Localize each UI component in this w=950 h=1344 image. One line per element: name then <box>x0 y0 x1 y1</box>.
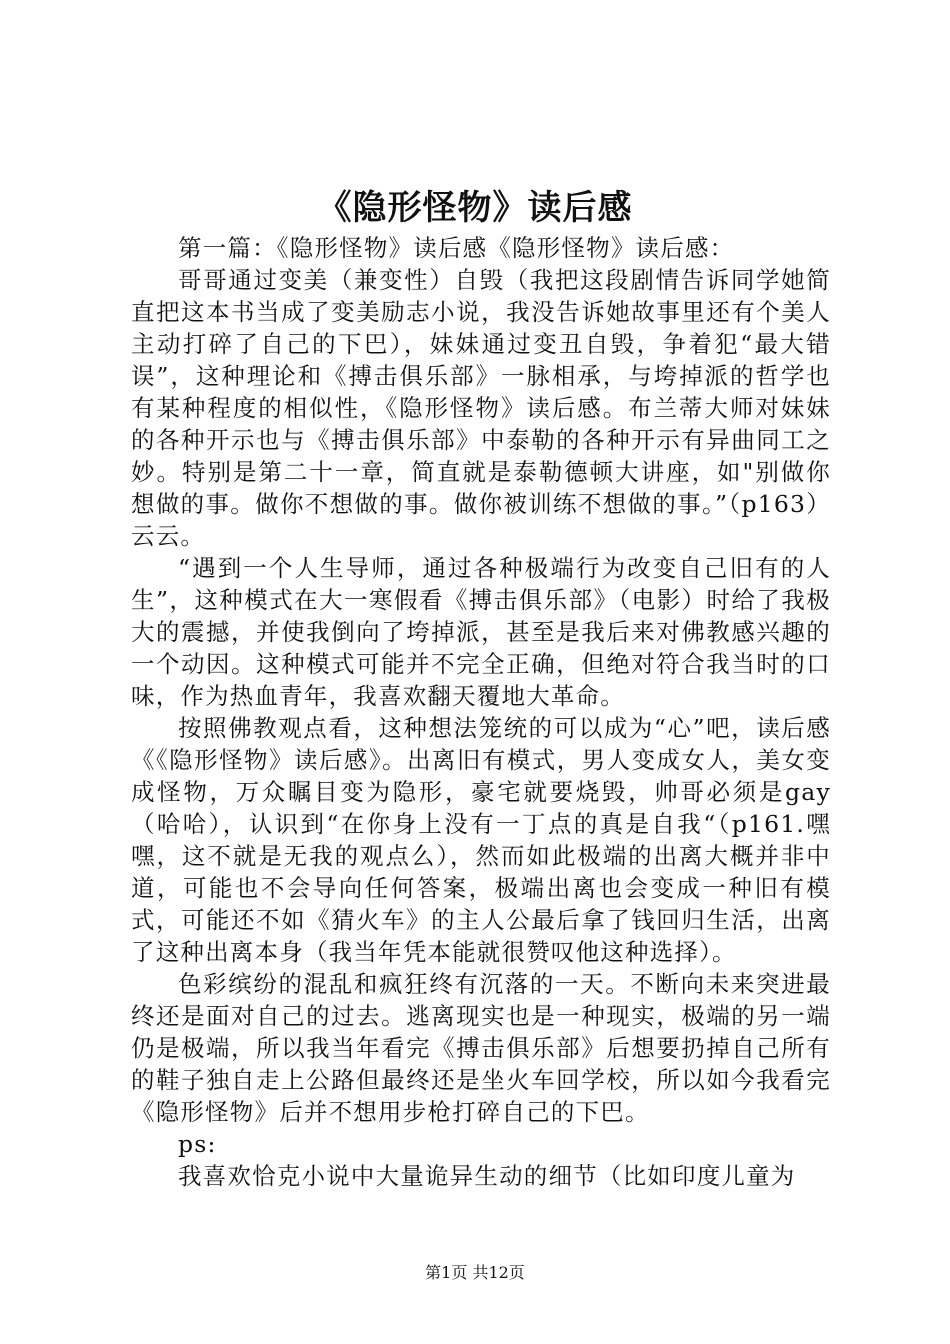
paragraph-3: 按照佛教观点看，这种想法笼统的可以成为“心”吧，读后感《《隐形怪物》读后感》。出离旧有模式，男人变成女人，美女变成怪物，万众瞩目变为隐形，豪宅就要烧毁，帅哥必须是gay（哈哈），认识到“在你身上没有一丁点的真是自我“（p161.嘿嘿，这不就是无我的观点么），然而如此极端的出离大概并非中道，可能也不会导向任何答案，极端出离也会变成一种旧有模式，可能还不如《猜火车》的主人公最后拿了钱回归生活，出离了这种出离本身（我当年凭本能就很赞叹他这种选择）。 <box>131 714 831 966</box>
paragraph-4: 色彩缤纷的混乱和疯狂终有沉落的一天。不断向未来突进最终还是面对自己的过去。逃离现实也是一种现实，极端的另一端仍是极端，所以我当年看完《搏击俱乐部》后想要扔掉自己所有的鞋子独自走上公路但最终还是坐火车回学校，所以如今我看完《隐形怪物》后并不想用步枪打碎自己的下巴。 <box>131 970 831 1126</box>
document-body <box>131 232 831 1192</box>
page-number-footer: 第1页 共12页 <box>425 1263 525 1282</box>
paragraph-2: “遇到一个人生导师，通过各种极端行为改变自己旧有的人生”，这种模式在大一寒假看《搏击俱乐部》（电影）时给了我极大的震撼，并使我倒向了垮掉派，甚至是我后来对佛教感兴趣的一个动因。这种模式可能并不完全正确，但绝对符合我当时的口味，作为热血青年，我喜欢翻天覆地大革命。 <box>131 554 831 710</box>
paragraph-1: 哥哥通过变美（兼变性）自毁（我把这段剧情告诉同学她简直把这本书当成了变美励志小说，我没告诉她故事里还有个美人主动打碎了自己的下巴），妹妹通过变丑自毁，争着犯“最大错误”，这种理论和《搏击俱乐部》一脉相承，与垮掉派的哲学也有某种程度的相似性，《隐形怪物》读后感。布兰蒂大师对妹妹的各种开示也与《搏击俱乐部》中泰勒的各种开示有异曲同工之妙。特别是第二十一章，简直就是泰勒德顿大讲座，如"别做你想做的事。做你不想做的事。做你被训练不想做的事。”（p163）云云。 <box>131 266 831 550</box>
paragraph-intro: 第一篇：《隐形怪物》读后感《隐形怪物》读后感： <box>178 234 735 262</box>
paragraph-5: 我喜欢恰克小说中大量诡异生动的细节（比如印度儿童为 <box>178 1162 796 1190</box>
paragraph-ps: ps: <box>178 1130 217 1158</box>
document-title: 《隐形怪物》读后感 <box>317 188 633 228</box>
